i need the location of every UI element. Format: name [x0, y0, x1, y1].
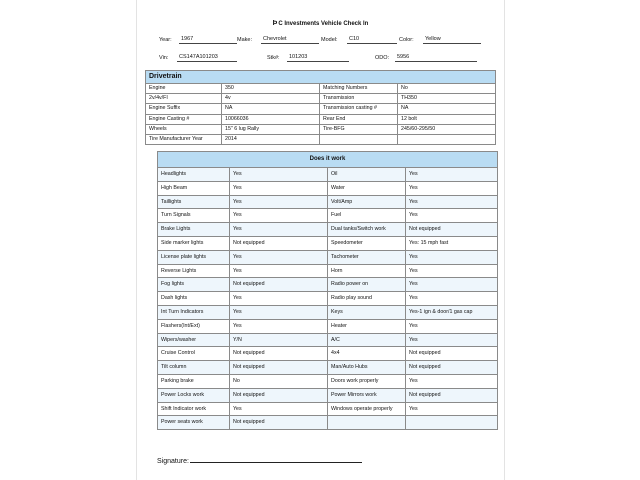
item-value-cell[interactable]: Yes: [406, 195, 498, 209]
stock-field[interactable]: 101203: [287, 53, 349, 62]
item-label-cell: Radio power on: [328, 278, 406, 292]
item-label-cell: Dual tanks/Switch work: [328, 223, 406, 237]
does-it-work-table: [157, 151, 498, 430]
drivetrain-row: [146, 94, 496, 104]
item-label-cell: Reverse Lights: [158, 264, 230, 278]
item-label-cell: Wheels: [146, 124, 222, 134]
item-value-cell[interactable]: Not equipped: [406, 361, 498, 375]
item-value-cell[interactable]: Yes: [406, 181, 498, 195]
item-label-cell: Dash lights: [158, 292, 230, 306]
item-label-cell: [320, 135, 398, 145]
item-value-cell[interactable]: Yes: [406, 402, 498, 416]
item-label-cell: Doors work properly: [328, 374, 406, 388]
item-label-cell: Horn: [328, 264, 406, 278]
item-label-cell: Windows operate properly: [328, 402, 406, 416]
drivetrain-row: [146, 84, 496, 94]
check-row: [158, 388, 498, 402]
item-value-cell[interactable]: TH350: [398, 94, 496, 104]
item-value-cell[interactable]: Not equipped: [230, 388, 328, 402]
item-value-cell[interactable]: Yes: [230, 292, 328, 306]
item-label-cell: Keys: [328, 305, 406, 319]
item-label-cell: Speedometer: [328, 236, 406, 250]
item-value-cell[interactable]: Yes: [230, 264, 328, 278]
check-row: [158, 181, 498, 195]
check-row: [158, 264, 498, 278]
item-value-cell[interactable]: Not equipped: [230, 361, 328, 375]
check-row: [158, 347, 498, 361]
item-value-cell[interactable]: NA: [222, 104, 320, 114]
item-value-cell[interactable]: Y/N: [230, 333, 328, 347]
item-value-cell[interactable]: Yes: [406, 278, 498, 292]
item-label-cell: Engine Casting #: [146, 114, 222, 124]
item-value-cell[interactable]: Not equipped: [230, 347, 328, 361]
drivetrain-heading: Drivetrain: [146, 71, 496, 84]
item-value-cell[interactable]: Not equipped: [406, 223, 498, 237]
item-value-cell[interactable]: Yes: [230, 319, 328, 333]
check-row: [158, 278, 498, 292]
item-label-cell: 4x4: [328, 347, 406, 361]
item-value-cell[interactable]: Yes: [230, 402, 328, 416]
item-value-cell[interactable]: No: [398, 84, 496, 94]
vin-label: Vin:: [159, 55, 169, 61]
check-row: [158, 374, 498, 388]
item-label-cell: Engine: [146, 84, 222, 94]
check-row: [158, 209, 498, 223]
check-in-form: [136, 0, 505, 480]
check-row: [158, 416, 498, 430]
item-label-cell: Int Turn Indicators: [158, 305, 230, 319]
item-label-cell: Transmission casting #: [320, 104, 398, 114]
item-label-cell: Shift Indicator work: [158, 402, 230, 416]
item-label-cell: Man/Auto Hubs: [328, 361, 406, 375]
drivetrain-row: [146, 135, 496, 145]
item-label-cell: Tire Manufacturer Year: [146, 135, 222, 145]
check-row: [158, 361, 498, 375]
item-label-cell: 2v/4v/FI: [146, 94, 222, 104]
item-value-cell[interactable]: 4v: [222, 94, 320, 104]
item-label-cell: Heater: [328, 319, 406, 333]
check-row: [158, 292, 498, 306]
item-label-cell: Power Mirrors work: [328, 388, 406, 402]
year-field[interactable]: 1967: [179, 35, 237, 44]
item-value-cell[interactable]: Yes: [230, 195, 328, 209]
logo-glyph: Þ: [272, 20, 278, 27]
item-label-cell: Rear End: [320, 114, 398, 124]
item-value-cell[interactable]: Yes: 15 mph fast: [406, 236, 498, 250]
item-label-cell: Brake Lights: [158, 223, 230, 237]
item-label-cell: Volt/Amp: [328, 195, 406, 209]
item-value-cell[interactable]: Yes: [406, 168, 498, 182]
item-value-cell[interactable]: Yes: [230, 181, 328, 195]
make-label: Make:: [237, 37, 252, 43]
check-row: [158, 195, 498, 209]
vin-field[interactable]: CS147A101203: [177, 53, 237, 62]
item-value-cell[interactable]: Yes: [406, 209, 498, 223]
item-label-cell: Side marker lights: [158, 236, 230, 250]
check-row: [158, 305, 498, 319]
form-title: [137, 20, 504, 27]
item-value-cell[interactable]: Yes-1 ign & door/1 gas cap: [406, 305, 498, 319]
item-value-cell[interactable]: 10066036: [222, 114, 320, 124]
item-label-cell: Power Locks work: [158, 388, 230, 402]
check-row: [158, 250, 498, 264]
item-label-cell: Taillights: [158, 195, 230, 209]
item-label-cell: Headlights: [158, 168, 230, 182]
item-label-cell: Tire-BFG: [320, 124, 398, 134]
color-field[interactable]: Yellow: [423, 35, 481, 44]
check-row: [158, 319, 498, 333]
item-value-cell[interactable]: [406, 416, 498, 430]
item-value-cell[interactable]: Yes: [406, 250, 498, 264]
model-label: Model:: [321, 37, 338, 43]
item-value-cell[interactable]: Not equipped: [406, 388, 498, 402]
signature-line[interactable]: [190, 456, 362, 463]
item-value-cell[interactable]: Yes: [406, 333, 498, 347]
check-row: [158, 168, 498, 182]
item-value-cell[interactable]: No: [230, 374, 328, 388]
item-label-cell: Turn Signals: [158, 209, 230, 223]
stock-label: Stk#:: [267, 55, 280, 61]
item-value-cell[interactable]: Yes: [406, 264, 498, 278]
item-label-cell: Transmission: [320, 94, 398, 104]
form-title-text: C Investments Vehicle Check In: [278, 21, 369, 27]
item-value-cell[interactable]: Yes: [230, 223, 328, 237]
signature-area: [157, 456, 362, 465]
item-label-cell: Cruise Control: [158, 347, 230, 361]
item-label-cell: Fog lights: [158, 278, 230, 292]
item-label-cell: Radio play sound: [328, 292, 406, 306]
item-value-cell[interactable]: Yes: [230, 168, 328, 182]
item-label-cell: Tachometer: [328, 250, 406, 264]
drivetrain-row: [146, 114, 496, 124]
odo-field[interactable]: 5956: [395, 53, 477, 62]
item-label-cell: License plate lights: [158, 250, 230, 264]
item-value-cell[interactable]: Not equipped: [230, 416, 328, 430]
item-label-cell: Matching Numbers: [320, 84, 398, 94]
item-value-cell[interactable]: Yes: [230, 305, 328, 319]
check-row: [158, 236, 498, 250]
item-label-cell: [328, 416, 406, 430]
item-value-cell[interactable]: 350: [222, 84, 320, 94]
item-value-cell[interactable]: Yes: [230, 209, 328, 223]
drivetrain-row: [146, 104, 496, 114]
item-value-cell[interactable]: Yes: [230, 250, 328, 264]
item-value-cell[interactable]: Not equipped: [406, 347, 498, 361]
make-field[interactable]: Chevrolet: [261, 35, 319, 44]
item-label-cell: Wipers/washer: [158, 333, 230, 347]
item-label-cell: Power seats work: [158, 416, 230, 430]
item-value-cell[interactable]: 15" 6 lug Rally: [222, 124, 320, 134]
item-value-cell[interactable]: NA: [398, 104, 496, 114]
item-label-cell: Water: [328, 181, 406, 195]
check-row: [158, 402, 498, 416]
item-value-cell[interactable]: Yes: [406, 292, 498, 306]
drivetrain-row: [146, 124, 496, 134]
item-label-cell: Engine Suffix: [146, 104, 222, 114]
item-value-cell[interactable]: 12 bolt: [398, 114, 496, 124]
item-label-cell: High Beam: [158, 181, 230, 195]
item-label-cell: Oil: [328, 168, 406, 182]
color-label: Color:: [399, 37, 414, 43]
item-value-cell[interactable]: 245/60-295/50: [398, 124, 496, 134]
item-value-cell[interactable]: Yes: [406, 319, 498, 333]
signature-label: Signature:: [157, 458, 189, 465]
item-value-cell[interactable]: 2014: [222, 135, 320, 145]
drivetrain-table: [145, 70, 496, 145]
model-field[interactable]: C10: [347, 35, 397, 44]
item-value-cell[interactable]: Not equipped: [230, 278, 328, 292]
item-label-cell: Flashers(Int/Ext): [158, 319, 230, 333]
does-it-work-heading: Does it work: [158, 152, 498, 168]
odo-label: ODO:: [375, 55, 390, 61]
year-label: Year:: [159, 37, 172, 43]
item-label-cell: Parking brake: [158, 374, 230, 388]
item-value-cell[interactable]: Not equipped: [230, 236, 328, 250]
check-row: [158, 333, 498, 347]
item-label-cell: Fuel: [328, 209, 406, 223]
item-value-cell[interactable]: [398, 135, 496, 145]
item-label-cell: Tilt column: [158, 361, 230, 375]
check-row: [158, 223, 498, 237]
item-label-cell: A/C: [328, 333, 406, 347]
item-value-cell[interactable]: Yes: [406, 374, 498, 388]
